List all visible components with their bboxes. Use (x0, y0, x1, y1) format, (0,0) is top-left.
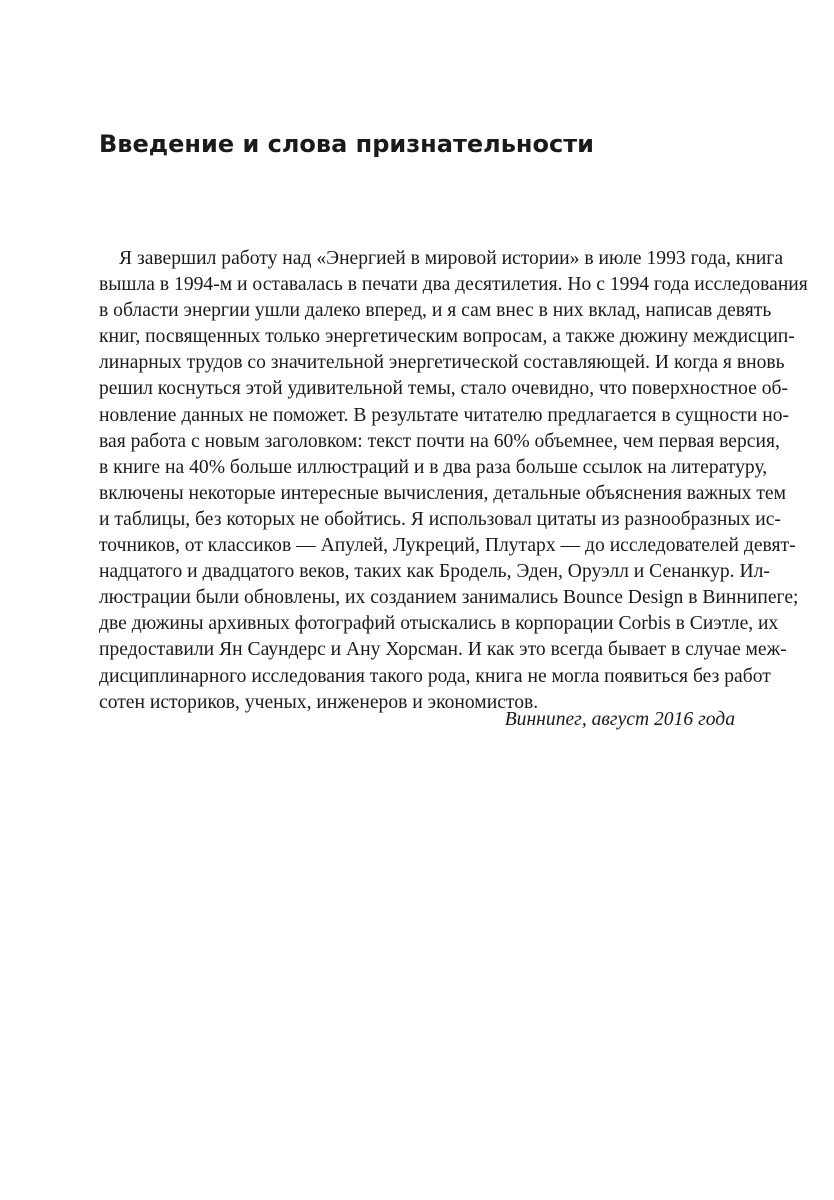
paragraph-line: включены некоторые интересные вычисления, детальные объяснения важных тем (99, 482, 787, 504)
paragraph-line: в книге на 40% больше иллюстраций и в два раза больше ссылок на литературу, (99, 456, 768, 478)
paragraph-line: вышла в 1994-м и оставалась в печати два десятилетия. Но с 1994 года исследования (99, 274, 808, 296)
paragraph-line: точников, от классиков — Апулей, Лукреций, Плутарх — до исследователей девят- (99, 535, 796, 557)
chapter-title: Введение и слова признательности (99, 130, 594, 158)
paragraph-line: новление данных не поможет. В результате читателю предлагается в сущности но- (99, 404, 790, 426)
paragraph-line: две дюжины архивных фотографий отыскались в корпорации Corbis в Сиэтле, их (99, 613, 779, 635)
signature-place-date: Виннипег, август 2016 года (504, 709, 735, 730)
paragraph-line: надцатого и двадцатого веков, таких как Бродель, Эден, Оруэлл и Сенанкур. Ил- (99, 561, 770, 583)
paragraph-line: решил коснуться этой удивительной темы, стало очевидно, что поверхностное об- (99, 378, 789, 400)
paragraph-line: в области энергии ушли далеко вперед, и я сам внес в них вклад, написав девять (99, 300, 772, 322)
paragraph-line: книг, посвященных только энергетическим вопросам, а также дюжину междисцип- (99, 326, 795, 348)
paragraph-line: вая работа с новым заголовком: текст почти на 60% объемнее, чем первая версия, (99, 430, 780, 452)
paragraph-line: сотен историков, ученых, инженеров и экономистов. (99, 691, 539, 713)
paragraph-line: предоставили Ян Саундерс и Ану Хорсман. И как это всегда бывает в случае меж- (99, 639, 787, 661)
preface-paragraph (99, 246, 808, 716)
paragraph-line: и таблицы, без которых не обойтись. Я использовал цитаты из разнообразных ис- (99, 508, 781, 530)
paragraph-line: дисциплинарного исследования такого рода, книга не могла появиться без работ (99, 665, 771, 687)
paragraph-line: Я завершил работу над «Энергией в мировой истории» в июле 1993 года, книга (119, 248, 784, 269)
paragraph-line: линарных трудов со значительной энергетической составляющей. И когда я вновь (99, 352, 785, 374)
paragraph-line: люстрации были обновлены, их созданием занимались Bounce Design в Виннипеге; (99, 587, 799, 609)
